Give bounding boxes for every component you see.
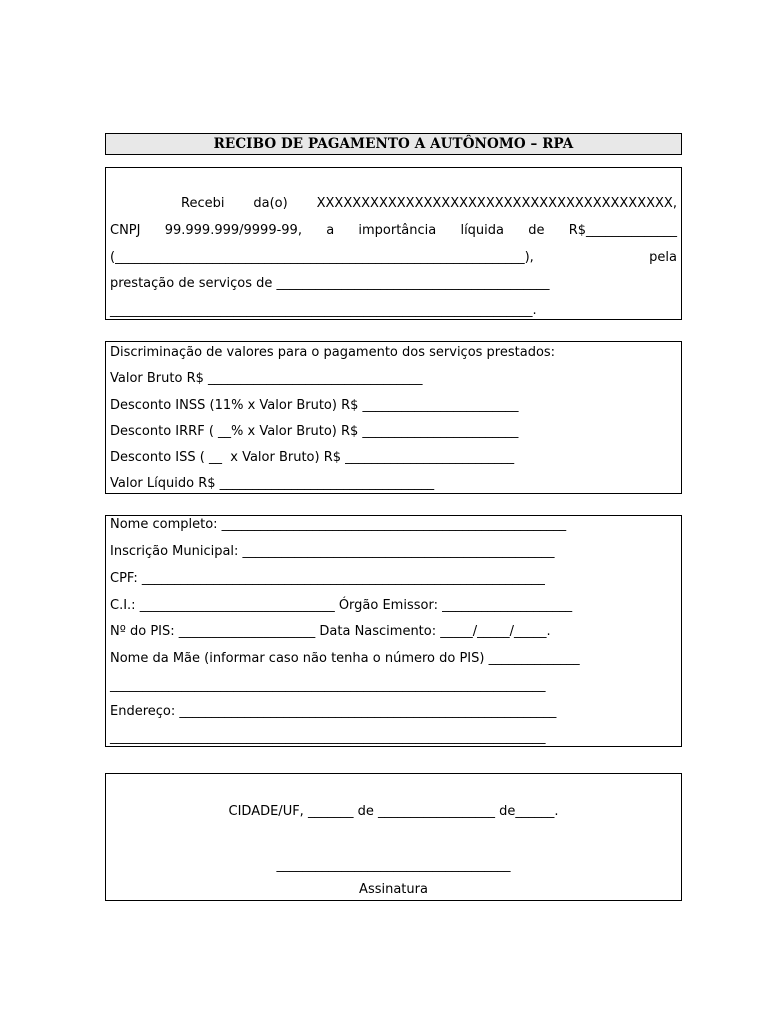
signature-line[interactable]: ____________________________________	[276, 858, 511, 873]
signature-box	[105, 773, 682, 901]
municipal-registration-field[interactable]: Inscrição Municipal: ________________________________________________	[110, 544, 555, 559]
city-date-field[interactable]: CIDADE/UF, _______ de __________________ de______.	[228, 804, 559, 819]
receipt-line-3	[110, 250, 677, 266]
receipt-word: CNPJ	[110, 223, 141, 238]
receipt-word: líquida	[460, 223, 504, 238]
receipt-cnpj: 99.999.999/9999-99,	[164, 223, 302, 238]
iss-discount-field[interactable]: Desconto ISS ( __ x Valor Bruto) R$ __________________________	[110, 450, 515, 465]
receipt-line-2	[110, 223, 677, 239]
cpf-field[interactable]: CPF: ______________________________________________________________	[110, 571, 545, 586]
mother-name-field[interactable]: Nome da Mãe (informar caso não tenha o número do PIS) ______________	[110, 651, 580, 666]
receipt-word: pela	[649, 250, 677, 265]
receipt-word: a	[326, 223, 335, 238]
receipt-amount-written-field[interactable]: (_______________________________________________________________),	[110, 250, 534, 265]
inss-discount-field[interactable]: Desconto INSS (11% x Valor Bruto) R$ ________________________	[110, 398, 519, 413]
values-heading: Discriminação de valores para o pagamento dos serviços prestados:	[110, 345, 556, 360]
signature-label: Assinatura	[359, 882, 428, 897]
gross-value-field[interactable]: Valor Bruto R$ _________________________________	[110, 371, 423, 386]
ci-issuer-field[interactable]: C.I.: ______________________________ Órgão Emissor: ____________________	[110, 598, 573, 613]
receipt-word: da(o)	[253, 196, 288, 211]
personal-data-box	[105, 515, 682, 747]
receipt-services-field[interactable]: prestação de serviços de __________________________________________	[110, 276, 550, 291]
document-title-box	[105, 133, 682, 155]
irrf-discount-field[interactable]: Desconto IRRF ( __% x Valor Bruto) R$ ________________________	[110, 424, 519, 439]
receipt-services-continuation-field[interactable]: _________________________________________________________________.	[110, 303, 537, 318]
receipt-word: Recebi	[181, 196, 225, 211]
pis-birthdate-field[interactable]: Nº do PIS: _____________________ Data Nascimento: _____/_____/_____.	[110, 624, 551, 639]
receipt-word: importância	[358, 223, 437, 238]
net-value-field[interactable]: Valor Líquido R$ _________________________________	[110, 476, 435, 491]
receipt-word: de	[528, 223, 545, 238]
full-name-field[interactable]: Nome completo: _____________________________________________________	[110, 517, 567, 532]
receipt-statement-box	[105, 167, 682, 320]
mother-name-continuation-field[interactable]: ___________________________________________________________________	[110, 678, 546, 693]
address-field[interactable]: Endereço: __________________________________________________________	[110, 704, 557, 719]
receipt-amount-field[interactable]: R$______________	[568, 223, 677, 238]
values-breakdown-box	[105, 341, 682, 494]
receipt-payer-field[interactable]: XXXXXXXXXXXXXXXXXXXXXXXXXXXXXXXXXXXXXXXX,	[316, 196, 677, 211]
receipt-line-1	[181, 196, 677, 212]
address-continuation-field[interactable]: ___________________________________________________________________	[110, 730, 546, 745]
document-title: RECIBO DE PAGAMENTO A AUTÔNOMO – RPA	[213, 136, 574, 152]
